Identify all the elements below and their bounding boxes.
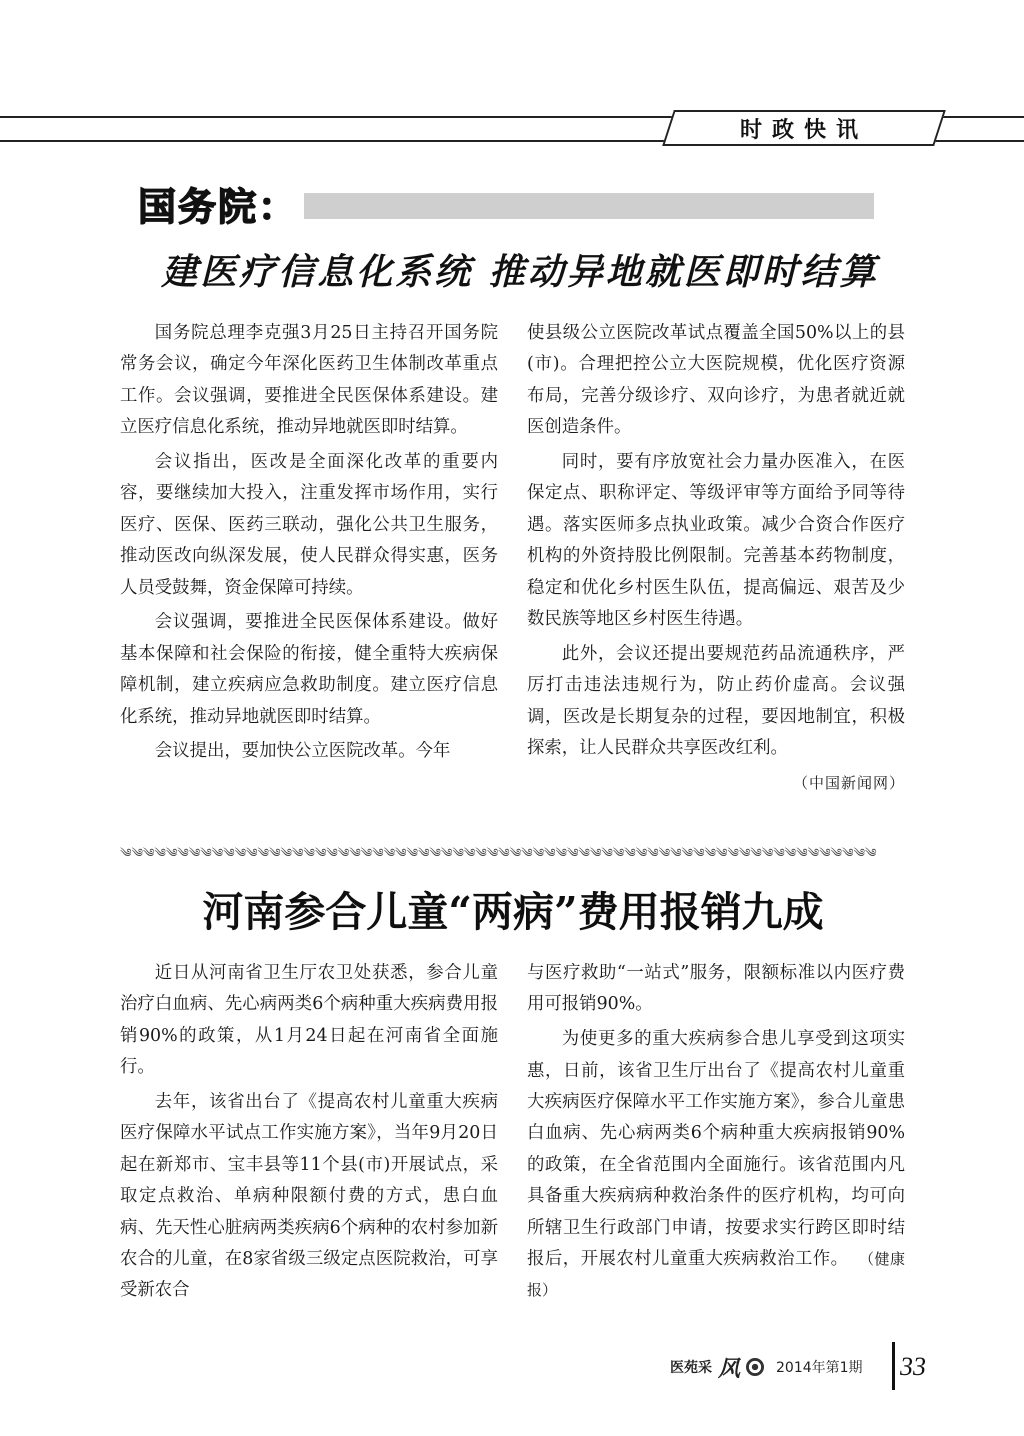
paragraph: 会议提出，要加快公立医院改革。今年: [154, 741, 451, 762]
ornamental-divider: ༄༄༄༄༄༄༄༄༄༄༄༄༄༄༄༄༄༄༄༄༄༄༄༄༄༄༄༄༄༄༄༄༄༄༄༄༄༄༄༄༄༄༄༄༄༄༄༄༄༄༄༄༄༄༄༄༄༄༄༄༄༄༄༄༄༄: [120, 846, 877, 860]
article1-kicker-bar: [304, 193, 874, 219]
paragraph: [527, 1024, 905, 1307]
article2-source: （健康报）: [527, 1250, 905, 1300]
paragraph: 使县级公立医院改革试点覆盖全国50%以上的县(市)。合理把控公立大医院规模，优化医疗资源布局，完善分级诊疗、双向诊疗，为患者就近就医创造条件。: [527, 323, 905, 438]
section-title: 时政快讯: [739, 116, 868, 143]
paragraph: 近日从河南省卫生厅农卫处获悉，参合儿童治疗白血病、先心病两类6个病种重大疾病费用报销90%的政策，从1月24日起在河南省全面施行。: [120, 963, 498, 1078]
magazine-logo-icon: [746, 1358, 764, 1376]
article1-left-column: [120, 318, 498, 771]
page-footer: [670, 1352, 863, 1382]
magazine-name: 医苑采: [670, 1360, 712, 1376]
paragraph-text: 为使更多的重大疾病参合患儿享受到这项实惠，日前，该省卫生厅出台了《提高农村儿童重大疾病医疗保障水平工作实施方案》，参合儿童患白血病、先心病两类6个病种重大疾病报销90%的政策，在全省范围内全面施行。该省范围内凡具备重大疾病病种救治条件的医疗机构，均可向所辖卫生行政部门申请，按要求实行跨区即时结报后，开展农村儿童重大疾病救治工作。: [527, 1029, 905, 1270]
paragraph: 与医疗救助“一站式”服务，限额标准以内医疗费用可报销90%。: [527, 963, 905, 1015]
paragraph: 国务院总理李克强3月25日主持召开国务院常务会议，确定今年深化医药卫生体制改革重点工作。会议强调，要推进全民医保体系建设。建立医疗信息化系统，推动异地就医即时结算。: [120, 323, 498, 438]
article2-title: 河南参合儿童“两病”费用报销九成: [202, 888, 824, 936]
article1-kicker: 国务院：: [138, 185, 299, 229]
article2-left-column: [120, 958, 498, 1310]
page-number: 33: [900, 1352, 926, 1381]
article1-source: （中国新闻网）: [792, 773, 905, 792]
paragraph: 同时，要有序放宽社会力量办医准入，在医保定点、职称评定、等级评审等方面给予同等待遇。落实医师多点执业政策。减少合资合作医疗机构的外资持股比例限制。完善基本药物制度，稳定和优化乡村医生队伍，提高偏远、艰苦及少数民族等地区乡村医生待遇。: [527, 452, 905, 630]
paragraph: 会议指出，医改是全面深化改革的重要内容，要继续加大投入，注重发挥市场作用，实行医疗、医保、医药三联动，强化公共卫生服务，推动医改向纵深发展，使人民群众得实惠，医务人员受鼓舞，资金保障可持续。: [120, 452, 498, 598]
article1-right-column: [527, 318, 905, 799]
magazine-name-brush: 风: [718, 1355, 741, 1382]
article2-right-column: [527, 958, 905, 1310]
paragraph: 会议强调，要推进全民医保体系建设。做好基本保障和社会保险的衔接，健全重特大疾病保障机制，建立疾病应急救助制度。建立医疗信息化系统，推动异地就医即时结算。: [120, 612, 498, 727]
paragraph: 此外，会议还提出要规范药品流通秩序，严厉打击违法违规行为，防止药价虚高。会议强调，医改是长期复杂的过程，要因地制宜，积极探索，让人民群众共享医改红利。: [527, 643, 905, 759]
page-number-rule: [892, 1342, 895, 1390]
issue-label: 2014年第1期: [776, 1360, 863, 1376]
article1-title: 建医疗信息化系统 推动异地就医即时结算: [161, 251, 879, 293]
paragraph: 去年，该省出台了《提高农村儿童重大疾病医疗保障水平试点工作实施方案》，当年9月20日起在新郑市、宝丰县等11个县(市)开展试点，采取定点救治、单病种限额付费的方式，患白血病、先天性心脏病两类疾病6个病种的农村参加新农合的儿童，在8家省级三级定点医院救治，可享受新农合: [120, 1092, 498, 1301]
